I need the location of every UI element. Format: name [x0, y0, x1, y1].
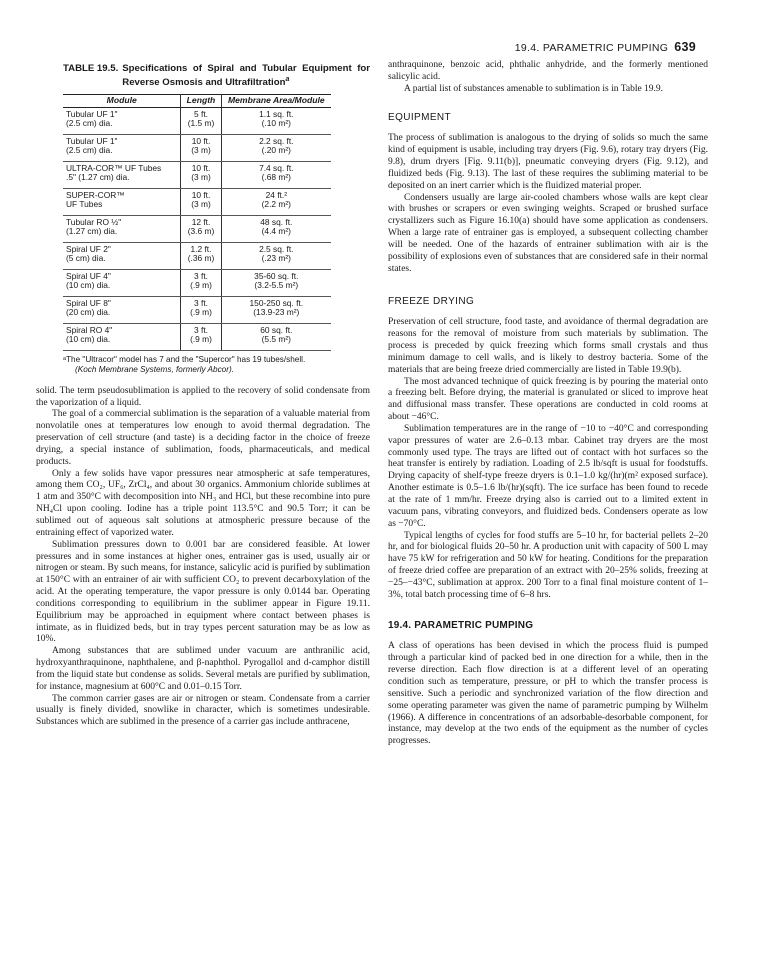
cell-line: Spiral UF 4" [66, 270, 111, 281]
table-cell-area [221, 323, 331, 350]
table-cell-length [181, 323, 221, 350]
cell-line: 1.2 ft. [190, 243, 212, 254]
body-paragraph: Preservation of cell structure, food taste, and avoidance of thermal degradation are reasons for the removal of moisture from such materials by sublimation. The process is preceded by quick freezing which forms small crystals and thus minimum damage to cell walls, and is likely to destroy bacteria. Some of the materials that are being freeze dried commercially are listed in Table 19.9(b). [388, 317, 708, 375]
cell-line: (.23 m²) [261, 253, 291, 264]
body-paragraph: Typical lengths of cycles for food stuffs are 5–10 hr, for bacterial pellets 2–20 hr, and for biological fluids 20–50 hr. A production unit with capacity of 500 L may have 75 kW for refrigeration and 50 kW for heating. Conditions for the preparation of freeze dried coffee are preparation of an extract with 20–25% solids, freezing at −25–−43°C, sublimation at approx. 200 Torr to a final final moisture content of 1–3%, total batch processing time of 6–8 hrs. [388, 530, 708, 600]
table-cell-module [63, 134, 181, 161]
table-cell-length [181, 296, 221, 323]
cell-line: (.36 m) [187, 253, 215, 264]
cell-line: .5" (1.27 cm) dia. [66, 172, 130, 183]
cell-line: 35-60 sq. ft. [254, 270, 299, 281]
cell-line: 60 sq. ft. [260, 324, 293, 335]
table-cell-area [221, 188, 331, 215]
cell-line: (3 m) [191, 199, 211, 210]
section-heading-equipment: EQUIPMENT [388, 111, 452, 123]
cell-line: 3 ft. [194, 324, 208, 335]
body-paragraph: Among substances that are sublimed under vacuum are anthranilic acid, hydroxyanthraquinone, naphthalene, and β-naphthol. Pyrogallol and d-camphor distill from the liquid state but condense as solids. Several metals are purified by sublimation, for instance, magnesium at 600°C and 0.01–0.15 Torr. [36, 646, 370, 692]
cell-line: 10 ft. [191, 135, 211, 146]
table-cell-length [181, 269, 221, 296]
table-row [63, 107, 331, 134]
body-paragraph: The process of sublimation is analogous to the drying of solids so much the same kind of equipment is usable, including tray dryers (Fig. 9.6), rotary tray dryers (Fig. 9.8), drum dryers [Fig. 9.11(b)], pneumatic conveying dryers (Fig. 9.12), and fluidized beds (Fig. 9.13). The last of these requires the subliming material to be deposited on an inert carrier which is the fluidized material proper. [388, 133, 708, 191]
table-source: (Koch Membrane Systems, formerly Abcor). [75, 364, 234, 374]
table-caption [63, 64, 370, 88]
table-cell-area [221, 242, 331, 269]
running-head-title: 19.4. PARAMETRIC PUMPING [514, 42, 669, 54]
cell-line: (.10 m²) [261, 118, 291, 129]
table-cell-length [181, 161, 221, 188]
cell-line: Spiral UF 2" [66, 243, 111, 254]
cell-line: 10 ft. [191, 162, 211, 173]
col-header-length: Length [181, 95, 221, 108]
table-footnote [63, 355, 341, 375]
cell-line: (.20 m²) [261, 145, 291, 156]
table-cell-area [221, 107, 331, 134]
cell-line: (3 m) [191, 172, 211, 183]
table-cell-module [63, 269, 181, 296]
table-cell-length [181, 215, 221, 242]
cell-line: (13.9-23 m²) [253, 307, 300, 318]
cell-line: 1.1 sq. ft. [259, 108, 294, 119]
cell-line: (.68 m²) [261, 172, 291, 183]
table-cell-area [221, 269, 331, 296]
body-paragraph: The common carrier gases are air or nitrogen or steam. Condensate from a carrier usually is finely divided, snowlike in character, which is sometimes undesirable. Substances which are sublimed in the presence of a carrier gas include anthracene, [36, 693, 370, 728]
body-paragraph: The goal of a commercial sublimation is the separation of a valuable material from nonvolatile ones at temperatures low enough to avoid thermal degradation. The preservation of cell structure (and taste) is a deciding factor in the choice of freeze drying, a special instance of sublimation, foods, pharmaceuticals, and medical products. [36, 409, 370, 467]
cell-line: Spiral RO 4" [66, 324, 113, 335]
cell-line: 48 sq. ft. [260, 216, 293, 227]
table-body [63, 107, 331, 350]
table-row [63, 296, 331, 323]
table-cell-module [63, 242, 181, 269]
body-paragraph: Sublimation pressures down to 0.001 bar are considered feasible. At lower pressures and in some instances at higher ones, entrainer gas is used, usually air or nitrogen or steam. By such means, for instance, salicylic acid is purified by sublimation at 150°C with an entrainer of air with sufficient CO₂ to prevent decarboxylation of the acid. At the operating temperature, the vapor pressure is only 0.0144 bar. Operating conditions corresponding to equilibrium in the sublimer appear in Figure 19.11. Equilibrium may be approached in equipment where contact between phases is intimate, as in fluidized beds, but in tray types percent saturation may be as low as 10%. [36, 539, 370, 645]
table-header-row [63, 95, 331, 108]
section-heading-parametric-pumping: 19.4. PARAMETRIC PUMPING [388, 619, 534, 631]
col-header-area: Membrane Area/Module [221, 95, 331, 108]
table-cell-area [221, 296, 331, 323]
cell-line: UF Tubes [66, 199, 103, 210]
cell-line: 3 ft. [194, 297, 208, 308]
cell-line: (10 cm) dia. [66, 280, 111, 291]
body-paragraph: anthraquinone, benzoic acid, phthalic anhydride, and the formerly mentioned salicylic acid. [388, 60, 708, 82]
table-number: TABLE 19.5. [63, 63, 119, 74]
cell-line: (.9 m) [190, 280, 212, 291]
table-cell-area [221, 215, 331, 242]
cell-line: 2.5 sq. ft. [259, 243, 294, 254]
cell-line: 5 ft. [194, 108, 208, 119]
cell-line: 150-250 sq. ft. [249, 297, 304, 308]
table-cell-length [181, 134, 221, 161]
body-paragraph: A partial list of substances amenable to sublimation is in Table 19.9. [404, 83, 664, 94]
table-cell-module [63, 296, 181, 323]
cell-line: (.9 m) [190, 307, 212, 318]
cell-line: (3 m) [191, 145, 211, 156]
section-heading-freeze-drying: FREEZE DRYING [388, 295, 475, 307]
cell-line: SUPER-COR™ [66, 189, 125, 200]
cell-line: (2.5 cm) dia. [66, 145, 113, 156]
cell-line: 3 ft. [194, 270, 208, 281]
cell-line: 7.4 sq. ft. [259, 162, 294, 173]
cell-line: (20 cm) dia. [66, 307, 111, 318]
cell-line: 24 ft.² [265, 189, 287, 200]
col-header-module: Module [63, 95, 181, 108]
cell-line: (1.5 m) [187, 118, 215, 129]
body-paragraph: Sublimation temperatures are in the range of −10 to −40°C and corresponding vapor pressures of water are 2.6–0.13 mbar. Cabinet tray dryers are the most commonly used type. The trays are lifted out of contact with hot surfaces so the heat transfer is entirely by radiation. Loading of 2.5 lb/sqft is usual for foodstuffs. Drying capacity of shelf-type freeze dryers is 0.1–1.0 kg/(hr)(m² exposed surface). Another estimate is 0.5–1.6 lb/(hr)(sqft). The ice surface has been found to recede at the rate of 1 mm/hr. Freeze drying also is carried out to a limited extent in vacuum pans, vibrating conveyors, and fluidized beds. Condensers operate as low as −70°C. [388, 423, 708, 529]
table-cell-module [63, 107, 181, 134]
cell-line: (10 cm) dia. [66, 334, 111, 345]
table-title-text: Specifications of Spiral and Tubular Equipment for Reverse Osmosis and Ultrafiltration [122, 63, 370, 88]
body-paragraph: solid. The term pseudosublimation is applied to the recovery of solid condensate from the vaporization of a liquid. [36, 385, 370, 408]
cell-line: (3.6 m) [187, 226, 215, 237]
table-title [122, 64, 370, 88]
cell-line: (3.2-5.5 m²) [254, 280, 299, 291]
table-row [63, 269, 331, 296]
spec-table [63, 94, 331, 351]
running-head [515, 40, 696, 54]
body-paragraph: The most advanced technique of quick freezing is by pouring the material onto a freezing belt. Before drying, the material is granulated or sliced to improve heat and diffusional mass transfer. These operations are conducted in cold rooms at about −46°C. [388, 376, 708, 423]
footnote-text: ᵃThe "Ultracor" model has 7 and the "Supercor" has 19 tubes/shell. [63, 354, 306, 364]
body-paragraph: Only a few solids have vapor pressures near atmospheric at safe temperatures, among them CO₂, UF₆, ZrCl₄, and about 30 organics. Ammonium chloride sublimes at 1 atm and 350°C with decomposition into NH₃ and HCl, but these recombine into pure NH₄Cl upon cooling. Iodine has a triple point 113.5°C and 90.5 Torr; it can be sublimed out of aqueous salt solutions at atmospheric pressure because of the entraining effect of vaporized water. [36, 468, 370, 538]
table-row [63, 323, 331, 350]
cell-line: Spiral UF 8" [66, 297, 111, 308]
table-cell-length [181, 242, 221, 269]
cell-line: Tubular UF 1" [66, 108, 118, 119]
table-cell-area [221, 161, 331, 188]
table-title-mark: a [285, 75, 290, 83]
cell-line: (5.5 m²) [261, 334, 291, 345]
table-row [63, 242, 331, 269]
cell-line: (5 cm) dia. [66, 253, 106, 264]
table-row [63, 188, 331, 215]
cell-line: (2.5 cm) dia. [66, 118, 113, 129]
cell-line: ULTRA-COR™ UF Tubes [66, 162, 162, 173]
cell-line: (2.2 m²) [261, 199, 291, 210]
cell-line: 12 ft. [191, 216, 211, 227]
cell-line: 2.2 sq. ft. [259, 135, 294, 146]
cell-line: Tubular UF 1" [66, 135, 118, 146]
table-cell-module [63, 161, 181, 188]
table-cell-length [181, 107, 221, 134]
table-cell-module [63, 188, 181, 215]
body-paragraph: Condensers usually are large air-cooled chambers whose walls are kept clear with brushes or scrapers or even swinging weights. Scraped or brushed surface crystallizers such as Figure 16.10(a) should have some application as condensers. When a large rate of entrainer gas is employed, a subsequent collecting chamber will be needed. One of the hazards of entrainer sublimation with air is the possibility of explosions even of substances that are considered safe in their normal states. [388, 192, 708, 274]
table-row [63, 161, 331, 188]
cell-line: (1.27 cm) dia. [66, 226, 118, 237]
table-cell-length [181, 188, 221, 215]
table-cell-module [63, 215, 181, 242]
right-column [388, 60, 708, 748]
cell-line: Tubular RO ½" [66, 216, 122, 227]
cell-line: 10 ft. [191, 189, 211, 200]
left-column [36, 60, 370, 729]
table-cell-area [221, 134, 331, 161]
table-cell-module [63, 323, 181, 350]
table-row [63, 134, 331, 161]
body-paragraph: A class of operations has been devised in which the process fluid is pumped through a particular kind of packed bed in one direction for a while, then in the reverse direction. Each flow direction is at a different level of an operating condition such as temperature, pressure, or pH to which the transfer process is sensitive. Such a periodic and synchronized variation of the flow direction and some operating parameter was given the name of parametric pumping by Wilhelm (1966). A difference in concentrations of an adsorbable-desorbable component, for instance, may develop at the two ends of the equipment as the number of cycles progresses. [388, 641, 708, 747]
cell-line: (.9 m) [190, 334, 212, 345]
table-row [63, 215, 331, 242]
page-number: 639 [674, 40, 696, 54]
cell-line: (4.4 m²) [261, 226, 291, 237]
